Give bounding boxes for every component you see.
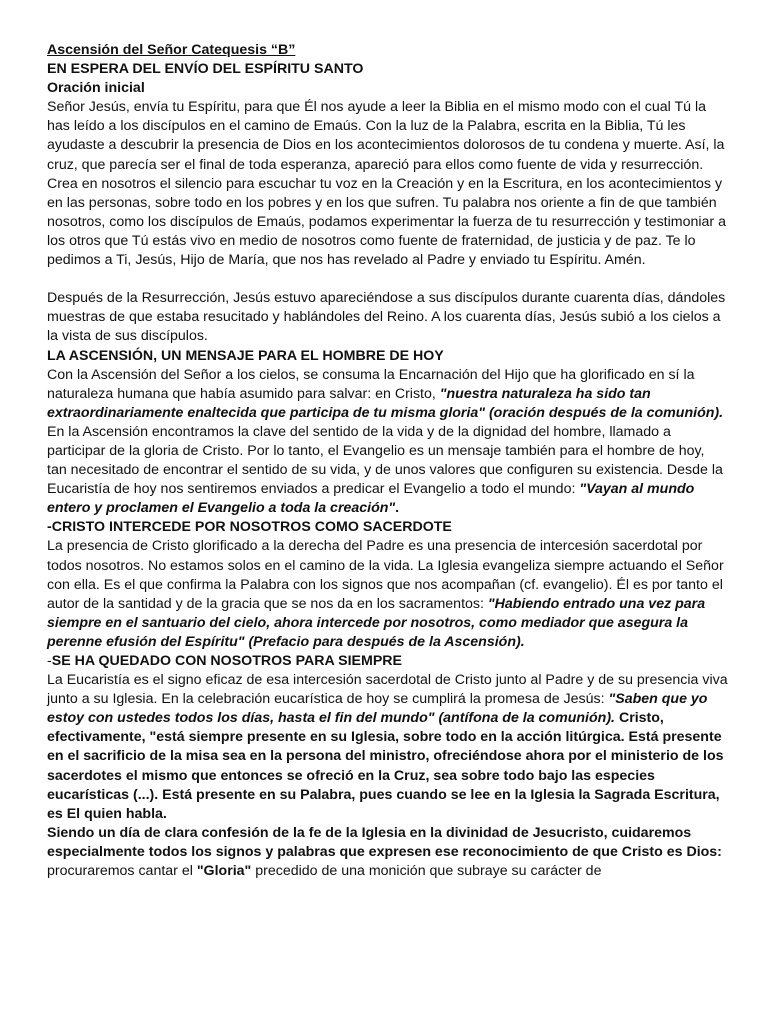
section-heading-intercede: -CRISTO INTERCEDE POR NOSOTROS COMO SACERDOTE: [47, 519, 452, 536]
gloria-text: "Gloria": [196, 863, 252, 880]
prayer-heading: Oración inicial: [47, 80, 145, 97]
blank-line: [47, 270, 728, 289]
prayer-paragraph-1: Señor Jesús, envía tu Espíritu, para que Él nos ayude a leer la Biblia en el mismo modo con el cual Tú la has leído a los discípulos en el camino de Emaús. Con la luz de la Palabra, escrita en la Biblia, Tú les ayudaste a descubrir la presencia de Dios en los acontecimientos dolorosos de tu condena y muerte. Así, la cruz, que parecía ser el final de toda esperanza, apareció para ellos como fuente de vida y resurrección.: [47, 99, 725, 173]
section-intercede-paragraph: [47, 537, 728, 652]
body-text: procuraremos cantar el: [47, 863, 197, 880]
section-heading-ascension: LA ASCENSIÓN, UN MENSAJE PARA EL HOMBRE DE HOY: [47, 347, 444, 364]
prayer-paragraph-2: Crea en nosotros el silencio para escuchar tu voz en la Creación y en la Escritura, en los acontecimientos y en las personas, sobre todo en los pobres y en los que sufren. Tu palabra nos oriente a fin de que también nosotros, como los discípulos de Emaús, podamos experimentar la fuerza de tu resurrección y testimoniar a los otros que Tú estás vivo en medio de nosotros como fuente de fraternidad, de justicia y de paz. Te lo pedimos a Ti, Jesús, Hijo de María, que nos has revelado al Padre y enviado tu Espíritu. Amén.: [47, 175, 726, 269]
body-text: La Eucaristía es el signo eficaz de esa intercesión sacerdotal de Cristo junto al Padre y de su presencia viva junto a su Iglesia. En la celebración eucarística de hoy se cumplirá la promesa de Jesús:: [47, 672, 728, 708]
quote-text: "nuestra naturaleza ha sido tan extraordinariamente enaltecida que participa de tu misma gloria" (oración después de la comunión).: [47, 385, 724, 421]
body-text: Con la Ascensión del Señor a los cielos, se consuma la Encarnación del Hijo que ha glorificado en sí la naturaleza humana que había asumido para salvar: en Cristo,: [47, 366, 695, 402]
section-ascension-paragraph: [47, 366, 728, 519]
document-title: Ascensión del Señor Catequesis “B”: [47, 42, 296, 58]
section-presence-paragraph-2: [47, 824, 728, 881]
body-text: La presencia de Cristo glorificado a la derecha del Padre es una presencia de intercesión sacerdotal por todos nosotros. No estamos solos en el camino de la vida. La Iglesia evangeliza siempre actuando el Señor con ella. Es el que confirma la Palabra con los signos que nos acompañan (cf. evangelio). Él es por tanto el autor de la santidad y de la gracia que se nos da en los sacramentos:: [47, 538, 724, 612]
quote-text: "Saben que yo estoy con ustedes todos los días, hasta el fin del mundo" (antífona de la comunión).: [47, 691, 708, 727]
bold-text: Cristo, efectivamente, "está siempre presente en su Iglesia, sobre todo en la acción litúrgica. Está presente en el sacrificio de la misa sea en la persona del ministro, ofreciéndose ahora por el ministerio de los sacerdotes el mismo que entonces se ofreció en la Cruz, sea sobre todo bajo las especies eucarísticas (...). Está presente en su Palabra, pues cuando se lee en la Iglesia la Sagrada Escritura, es El quien habla.: [47, 710, 724, 822]
body-text: En la Ascensión encontramos la clave del sentido de la vida y de la dignidad del hombre, llamado a participar de la gloria de Cristo. Por lo tanto, el Evangelio es un mensaje también para el hombre de hoy, tan necesitado de encontrar el sentido de su vida, y de unos valores que configuren su existencia. Desde la Eucaristía de hoy nos sentiremos enviados a predicar el Evangelio a todo el mundo:: [47, 423, 723, 498]
bold-text: Siendo un día de clara confesión de la fe de la Iglesia en la divinidad de Jesucristo, cuidaremos especialmente todos los signos y palabras que expresen ese reconocimiento de que Cristo es Dios:: [47, 824, 722, 860]
document-subtitle: EN ESPERA DEL ENVÍO DEL ESPÍRITU SANTO: [47, 61, 364, 78]
quote-text: "Vayan al mundo entero y proclamen el Evangelio a toda la creación": [47, 481, 695, 517]
intro-paragraph: Después de la Resurrección, Jesús estuvo apareciéndose a sus discípulos durante cuarenta días, dándoles muestras de que estaba resucitado y hablándoles del Reino. A los cuarenta días, Jesús subió a los cielos a la vista de sus discípulos.: [47, 290, 726, 345]
body-text: .: [395, 500, 400, 517]
section-presence-paragraph: [47, 671, 728, 824]
body-text: precedido de una monición que subraye su carácter de: [251, 863, 602, 880]
quote-text: "Habiendo entrado una vez para siempre en el santuario del cielo, ahora intercede por nosotros, como mediador que asegura la perenne efusión del Espíritu" (Prefacio para después de la Ascensión).: [47, 595, 706, 650]
heading-dash: -: [47, 653, 52, 669]
section-heading-presence: [47, 652, 728, 671]
heading-text: SE HA QUEDADO CON NOSOTROS PARA SIEMPRE: [51, 653, 402, 669]
